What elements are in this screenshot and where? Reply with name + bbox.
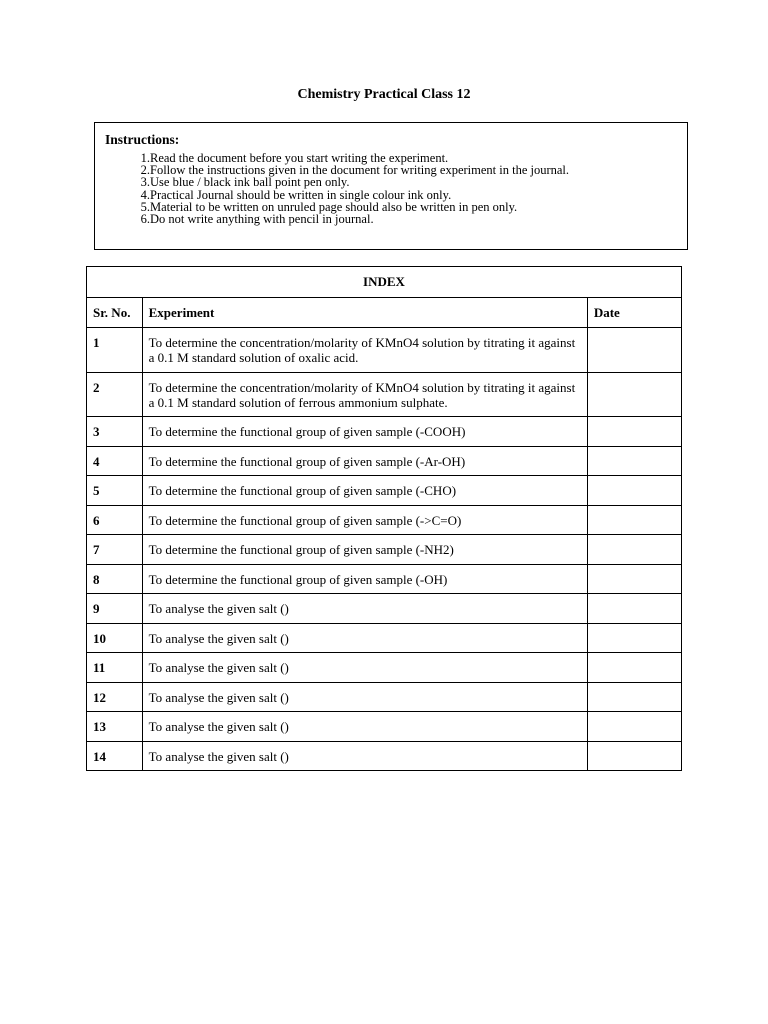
table-row <box>87 653 682 683</box>
experiment-cell: To determine the functional group of given sample (-CHO) <box>142 476 587 506</box>
date-cell[interactable] <box>587 535 681 565</box>
instruction-number: 5. <box>140 199 150 214</box>
instruction-text: Follow the instructions given in the document for writing experiment in the journal. <box>150 163 570 178</box>
index-title: INDEX <box>87 267 682 298</box>
header-sr-no: Sr. No. <box>87 298 143 328</box>
date-cell[interactable] <box>587 712 681 742</box>
table-row <box>87 623 682 653</box>
table-row <box>87 535 682 565</box>
index-header-row <box>87 298 682 328</box>
sr-no-cell: 12 <box>87 682 143 712</box>
instruction-item <box>105 176 569 188</box>
date-cell[interactable] <box>587 446 681 476</box>
date-cell[interactable] <box>587 372 681 417</box>
experiment-cell: To determine the functional group of given sample (-OH) <box>142 564 587 594</box>
date-cell[interactable] <box>587 564 681 594</box>
sr-no-cell: 7 <box>87 535 143 565</box>
experiment-cell: To analyse the given salt () <box>142 653 587 683</box>
table-row <box>87 712 682 742</box>
table-row <box>87 417 682 447</box>
sr-no-cell: 13 <box>87 712 143 742</box>
instruction-number: 4. <box>140 187 150 202</box>
experiment-cell: To analyse the given salt () <box>142 712 587 742</box>
date-cell[interactable] <box>587 476 681 506</box>
sr-no-cell: 10 <box>87 623 143 653</box>
instruction-item <box>105 189 569 201</box>
table-row <box>87 446 682 476</box>
instructions-box <box>94 122 688 250</box>
date-cell[interactable] <box>587 653 681 683</box>
index-table <box>86 266 682 771</box>
instruction-text: Practical Journal should be written in single colour ink only. <box>150 187 452 202</box>
experiment-cell: To determine the functional group of given sample (-COOH) <box>142 417 587 447</box>
instructions-list <box>105 152 569 225</box>
sr-no-cell: 2 <box>87 372 143 417</box>
date-cell[interactable] <box>587 505 681 535</box>
table-row <box>87 505 682 535</box>
table-row <box>87 372 682 417</box>
experiment-cell: To analyse the given salt () <box>142 682 587 712</box>
header-experiment: Experiment <box>142 298 587 328</box>
date-cell[interactable] <box>587 328 681 373</box>
table-row <box>87 594 682 624</box>
date-cell[interactable] <box>587 417 681 447</box>
sr-no-cell: 9 <box>87 594 143 624</box>
table-row <box>87 564 682 594</box>
instruction-text: Material to be written on unruled page should also be written in pen only. <box>150 199 518 214</box>
date-cell[interactable] <box>587 741 681 771</box>
experiment-cell: To determine the functional group of given sample (->C=O) <box>142 505 587 535</box>
instruction-item <box>105 213 569 225</box>
header-date: Date <box>587 298 681 328</box>
sr-no-cell: 6 <box>87 505 143 535</box>
sr-no-cell: 4 <box>87 446 143 476</box>
experiment-cell: To analyse the given salt () <box>142 623 587 653</box>
experiment-cell: To analyse the given salt () <box>142 594 587 624</box>
instruction-number: 2. <box>140 163 150 178</box>
sr-no-cell: 8 <box>87 564 143 594</box>
instruction-text: Do not write anything with pencil in journal. <box>150 212 374 227</box>
experiment-cell: To determine the concentration/molarity of KMnO4 solution by titrating it against a 0.1 M standard solution of ferrous ammonium sulphate. <box>142 372 587 417</box>
sr-no-cell: 3 <box>87 417 143 447</box>
sr-no-cell: 11 <box>87 653 143 683</box>
table-row <box>87 682 682 712</box>
instruction-number: 6. <box>140 212 150 227</box>
experiment-cell: To determine the functional group of given sample (-Ar-OH) <box>142 446 587 476</box>
sr-no-cell: 14 <box>87 741 143 771</box>
instructions-heading: Instructions: <box>105 132 180 147</box>
table-row <box>87 741 682 771</box>
experiment-cell: To analyse the given salt () <box>142 741 587 771</box>
table-row <box>87 476 682 506</box>
instruction-text: Read the document before you start writing the experiment. <box>150 151 449 165</box>
experiment-cell: To determine the concentration/molarity of KMnO4 solution by titrating it against a 0.1 M standard solution of oxalic acid. <box>142 328 587 373</box>
instruction-number: 1. <box>140 151 150 165</box>
page-title: Chemistry Practical Class 12 <box>297 87 471 102</box>
date-cell[interactable] <box>587 594 681 624</box>
instruction-text: Use blue / black ink ball point pen only. <box>150 175 350 190</box>
date-cell[interactable] <box>587 623 681 653</box>
instruction-number: 3. <box>140 175 150 190</box>
sr-no-cell: 1 <box>87 328 143 373</box>
experiment-cell: To determine the functional group of given sample (-NH2) <box>142 535 587 565</box>
date-cell[interactable] <box>587 682 681 712</box>
table-row <box>87 328 682 373</box>
sr-no-cell: 5 <box>87 476 143 506</box>
index-title-row <box>87 267 682 298</box>
